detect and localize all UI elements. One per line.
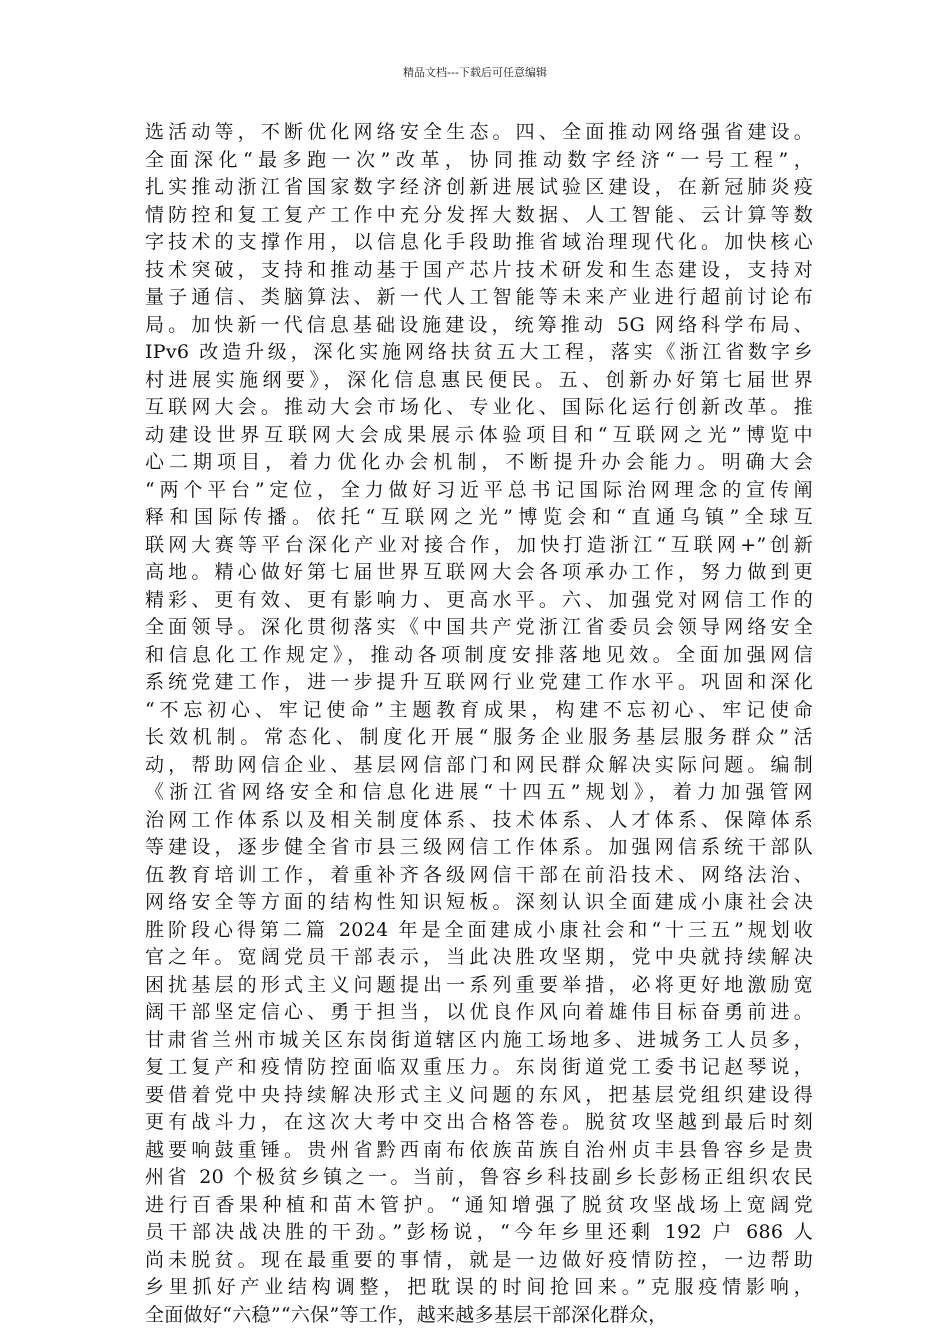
body-text-line: 精彩、更有效、更有影响力、更高水平。六、加强党对网信工作的	[145, 588, 813, 611]
body-text-line: 要借着党中央持续解决形式主义问题的东风，把基层党组织建设得	[145, 1083, 813, 1106]
body-text-line: 技术突破，支持和推动基于国产芯片技术研发和生态建设，支持对	[145, 258, 813, 281]
body-text-line: 局。加快新一代信息基础设施建设，统筹推动 5G 网络科学布局、	[145, 313, 813, 336]
body-text-line: 系统党建工作，进一步提升互联网行业党建工作水平。巩固和深化	[145, 671, 813, 693]
body-text-line: 选活动等，不断优化网络安全生态。四、全面推动网络强省建设。	[145, 121, 813, 143]
page-header: 精品文档---下载后可任意编辑	[403, 66, 547, 79]
body-text-line: 复工复产和疫情防控面临双重压力。东岗街道党工委书记赵琴说，	[145, 1056, 813, 1078]
body-text-line: 伍教育培训工作，着重补齐各级网信干部在前沿技术、网络法治、	[145, 863, 813, 886]
body-text-line: 胜阶段心得第二篇 2024 年是全面建成小康社会和“十三五”规划收	[145, 918, 813, 941]
body-text-line: 动建设世界互联网大会成果展示体验项目和“互联网之光”博览中	[145, 423, 813, 446]
body-text-line: 治网工作体系以及相关制度体系、技术体系、人才体系、保障体系	[145, 808, 813, 831]
body-text-line: 全面做好“六稳”“六保”等工作，越来越多基层干部深化群众，	[145, 1303, 668, 1326]
body-text-line: 量子通信、类脑算法、新一代人工智能等未来产业进行超前讨论布	[145, 286, 813, 308]
body-text-line: 长效机制。常态化、制度化开展“服务企业服务基层服务群众”活	[145, 726, 813, 748]
body-text-line: 全面领导。深化贯彻落实《中国共产党浙江省委员会领导网络安全	[145, 616, 813, 638]
body-text-line: 全面深化“最多跑一次”改革，协同推动数字经济“一号工程”，	[145, 148, 813, 171]
body-text-line: 尚未脱贫。现在最重要的事情，就是一边做好疫情防控，一边帮助	[145, 1248, 813, 1271]
body-text-line: IPv6 改造升级，深化实施网络扶贫五大工程，落实《浙江省数字乡	[145, 341, 813, 363]
body-text-line: “两个平台”定位，全力做好习近平总书记国际治网理念的宣传阐	[145, 478, 813, 501]
body-text-line: 阔干部坚定信心、勇于担当，以优良作风向着雄伟目标奋勇前进。	[145, 1001, 813, 1023]
body-text-line: 互联网大会。推动大会市场化、专业化、国际化运行创新改革。推	[145, 396, 813, 418]
body-text-line: 越要响鼓重锤。贵州省黔西南布依族苗族自治州贞丰县鲁容乡是贵	[145, 1138, 813, 1161]
body-text-line: 员干部决战决胜的干劲。”彭杨说，“今年乡里还剩 192 户 686 人	[145, 1221, 813, 1243]
body-text-line: 和信息化工作规定》，推动各项制度安排落地见效。全面加强网信	[145, 643, 813, 666]
body-text-line: 联网大赛等平台深化产业对接合作，加快打造浙江“互联网+”创新	[145, 533, 813, 556]
body-text-line: 甘肃省兰州市城关区东岗街道辖区内施工场地多、进城务工人员多，	[145, 1028, 813, 1051]
body-text-line: 更有战斗力，在这次大考中交出合格答卷。脱贫攻坚越到最后时刻	[145, 1111, 813, 1133]
body-text-line: 高地。精心做好第七届世界互联网大会各项承办工作，努力做到更	[145, 561, 813, 583]
body-text-line: 心二期项目，着力优化办会机制，不断提升办会能力。明确大会	[145, 451, 813, 473]
body-text-line: 扎实推动浙江省国家数字经济创新进展试验区建设，在新冠肺炎疫	[145, 176, 813, 198]
body-text-line: 字技术的支撑作用，以信息化手段助推省域治理现代化。加快核心	[145, 231, 813, 253]
body-text-line: 乡里抓好产业结构调整，把耽误的时间抢回来。”克服疫情影响，	[145, 1276, 813, 1298]
body-text-line: 等建设，逐步健全省市县三级网信工作体系。加强网信系统干部队	[145, 836, 813, 858]
body-text-line: 进行百香果种植和苗木管护。“通知增强了脱贫攻坚战场上宽阔党	[145, 1193, 813, 1216]
body-text-line: 动，帮助网信企业、基层网信部门和网民群众解决实际问题。编制	[145, 753, 813, 776]
body-text-line: 情防控和复工复产工作中充分发挥大数据、人工智能、云计算等数	[145, 203, 813, 226]
body-text-line: 村进展实施纲要》，深化信息惠民便民。五、创新办好第七届世界	[145, 368, 813, 391]
body-text-line: 《浙江省网络安全和信息化进展“十四五”规划》，着力加强管网	[145, 781, 813, 803]
body-text-line: 官之年。宽阔党员干部表示，当此决胜攻坚期，党中央就持续解决	[145, 946, 813, 968]
body-text-line: 释和国际传播。依托“互联网之光”博览会和“直通乌镇”全球互	[145, 506, 813, 528]
document-body	[145, 119, 813, 1329]
body-text-line: “不忘初心、牢记使命”主题教育成果，构建不忘初心、牢记使命	[145, 698, 813, 721]
body-text-line: 州省 20 个极贫乡镇之一。当前，鲁容乡科技副乡长彭杨正组织农民	[145, 1166, 813, 1188]
body-text-line: 困扰基层的形式主义问题提出一系列重要举措，必将更好地激励宽	[145, 973, 813, 996]
body-text-line: 网络安全等方面的结构性知识短板。深刻认识全面建成小康社会决	[145, 891, 813, 913]
